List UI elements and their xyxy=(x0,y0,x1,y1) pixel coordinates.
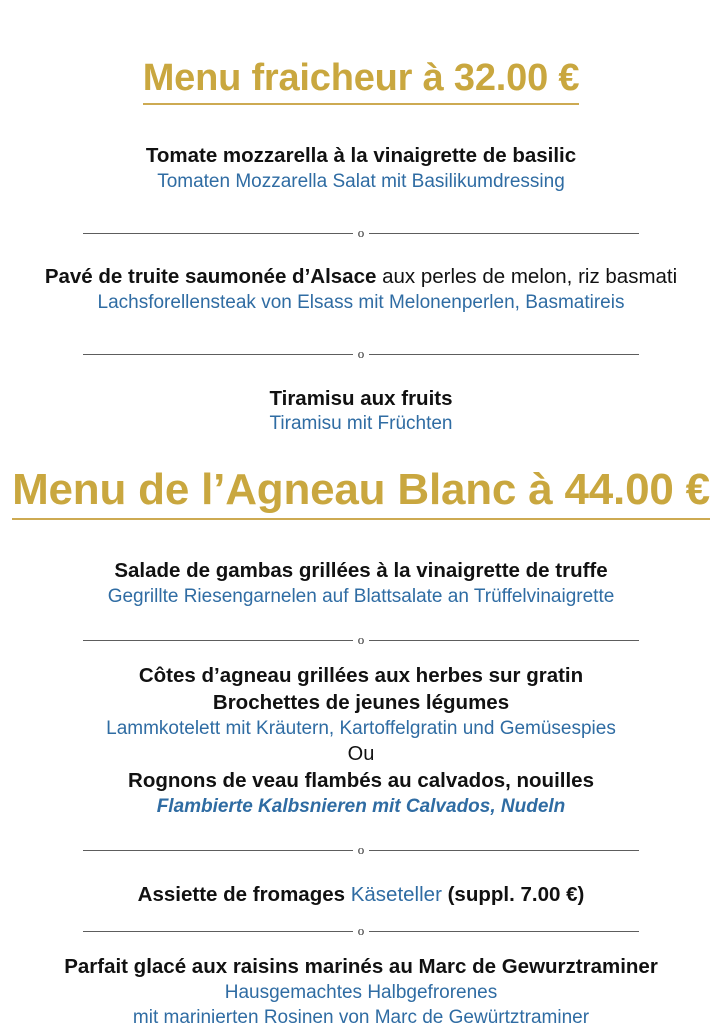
spacer xyxy=(0,609,722,631)
spacer xyxy=(0,649,722,663)
divider-ornament-icon: o xyxy=(357,346,365,362)
course-divider xyxy=(83,224,639,242)
course-pave-truite xyxy=(0,264,722,315)
course-german-name: Gegrillte Riesengarnelen auf Blattsalate an Trüffelvinaigrette xyxy=(107,585,615,607)
course-divider xyxy=(83,346,639,364)
spacer xyxy=(0,860,722,882)
divider-rule-left xyxy=(83,354,353,355)
menu-title-fraicheur-text: Menu fraicheur à 32.00 € xyxy=(143,57,580,105)
course-cheese-line xyxy=(18,882,704,909)
course-german-name-line1: Hausgemachtes Halbgefrorenes xyxy=(224,981,498,1003)
spacer xyxy=(0,316,722,346)
spacer xyxy=(0,820,722,842)
course-french-name: Tomate mozzarella à la vinaigrette de basilic xyxy=(145,144,577,167)
course-divider xyxy=(83,922,639,940)
course-french-bold-part: Pavé de truite saumonée d’Alsace xyxy=(44,265,377,289)
course-divider xyxy=(83,631,639,649)
course-parfait-glace xyxy=(0,954,722,1030)
spacer xyxy=(0,364,722,386)
course-french-name xyxy=(18,264,704,291)
menu-title-fraicheur xyxy=(0,0,722,105)
divider-rule-left xyxy=(83,850,353,851)
divider-rule-right xyxy=(369,233,639,234)
divider-rule-right xyxy=(369,931,639,932)
course-french-name: Salade de gambas grillées à la vinaigrette de truffe xyxy=(114,558,608,582)
course-tomate-mozzarella xyxy=(0,143,722,194)
course-french-name: Tiramisu aux fruits xyxy=(269,386,453,410)
course-french-name-line1: Côtes d’agneau grillées aux herbes sur gratin xyxy=(138,664,584,688)
course-french-regular-part: aux perles de melon, riz basmati xyxy=(376,265,678,289)
divider-rule-right xyxy=(369,850,639,851)
course-cotes-agneau xyxy=(0,663,722,819)
divider-rule-left xyxy=(83,640,353,641)
divider-rule-right xyxy=(369,640,639,641)
course-assiette-fromages xyxy=(0,882,722,909)
course-french-name: Parfait glacé aux raisins marinés au Marc de Gewurztraminer xyxy=(64,955,658,979)
course-german-name: Tomaten Mozzarella Salat mit Basilikumdressing xyxy=(157,170,565,192)
spacer xyxy=(0,105,722,143)
menu-title-agneau-blanc-text: Menu de l’Agneau Blanc à 44.00 € xyxy=(12,465,710,520)
divider-rule-left xyxy=(83,233,353,234)
menu-title-agneau-blanc xyxy=(0,437,722,520)
course-french-name-line2: Brochettes de jeunes légumes xyxy=(212,690,510,714)
divider-rule-right xyxy=(369,354,639,355)
course-divider xyxy=(83,842,639,860)
divider-rule-left xyxy=(83,931,353,932)
course-german-name: Lammkotelett mit Kräutern, Kartoffelgratin und Gemüsespies xyxy=(106,717,616,739)
course-alternative-german-name: Flambierte Kalbsnieren mit Calvados, Nudeln xyxy=(156,795,566,817)
divider-ornament-icon: o xyxy=(357,224,365,240)
course-german-name: Tiramisu mit Früchten xyxy=(269,413,453,435)
course-salade-gambas xyxy=(0,558,722,609)
spacer xyxy=(0,940,722,954)
spacer xyxy=(0,520,722,558)
course-alternative-separator: Ou xyxy=(347,743,375,766)
spacer xyxy=(0,242,722,264)
course-tiramisu xyxy=(0,386,722,437)
divider-ornament-icon: o xyxy=(357,631,365,647)
divider-ornament-icon: o xyxy=(357,842,365,858)
course-german-name: Käseteller xyxy=(350,882,442,906)
course-french-name: Assiette de fromages xyxy=(137,882,351,906)
spacer xyxy=(0,194,722,224)
course-alternative-french-name: Rognons de veau flambés au calvados, nouilles xyxy=(128,769,594,793)
course-supplement-note: (suppl. 7.00 €) xyxy=(441,882,585,906)
course-german-name-line2: mit marinierten Rosinen von Marc de Gewürtztraminer xyxy=(132,1006,590,1028)
course-german-name: Lachsforellensteak von Elsass mit Melonenperlen, Basmatireis xyxy=(97,291,625,313)
divider-ornament-icon: o xyxy=(357,922,365,938)
spacer xyxy=(0,908,722,922)
